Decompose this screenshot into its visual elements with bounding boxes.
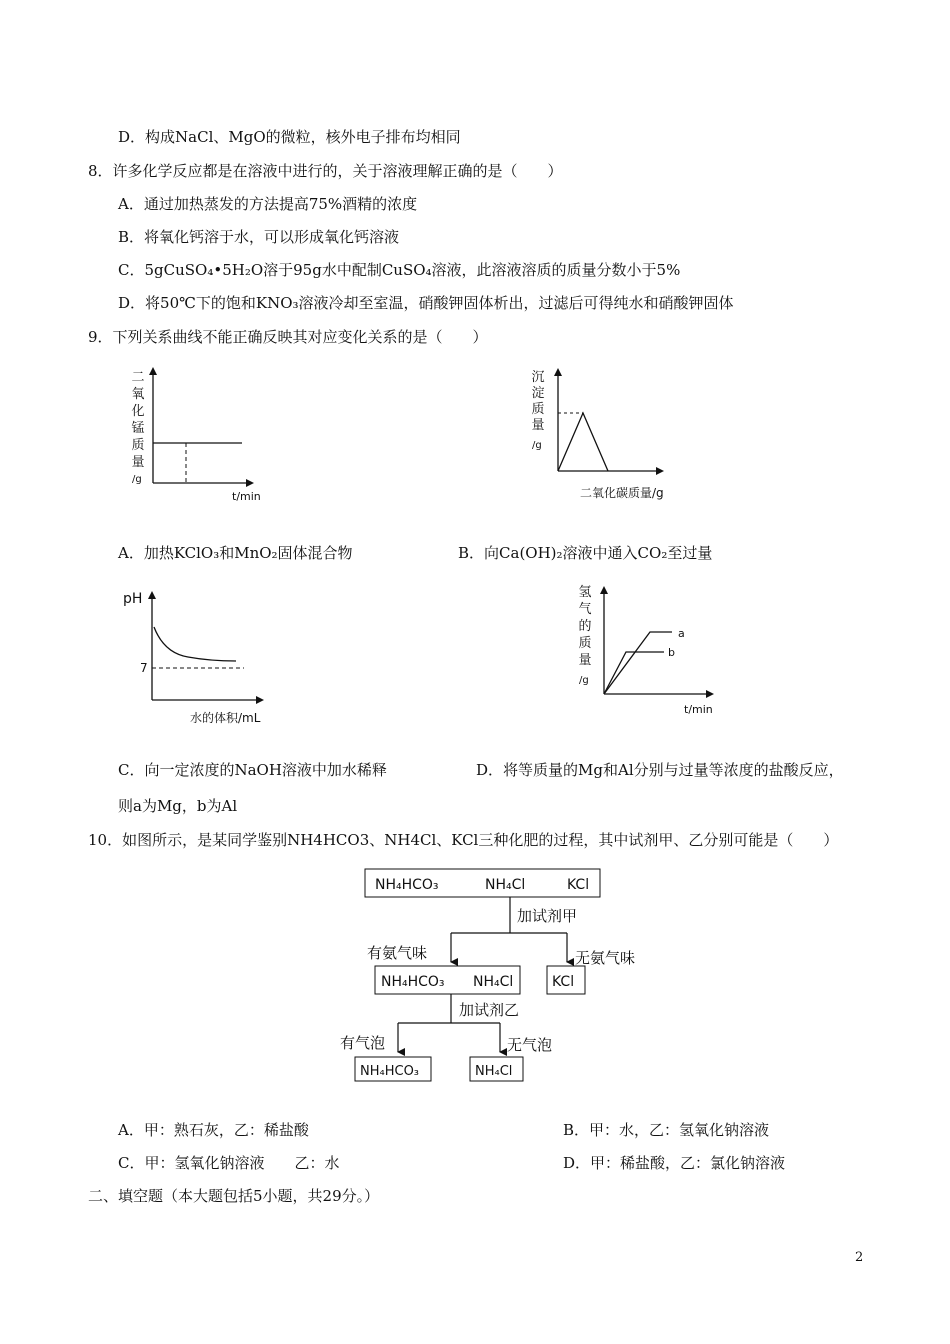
q7-option-d: D．构成NaCl、MgO的微粒，核外电子排布均相同 [118, 128, 461, 146]
graph-d-ylabel-0: 氢 [578, 585, 592, 600]
q9-option-d-cont: 则a为Mg，b为Al [118, 797, 238, 815]
graph-c-curve [154, 627, 236, 661]
q8-option-b: B．将氧化钙溶于水，可以形成氧化钙溶液 [118, 228, 400, 246]
q8-option-c: C．5gCuSO₄•5H₂O溶于95g水中配制CuSO₄溶液，此溶液溶质的质量分数小于5% [118, 261, 681, 279]
graph-d-xlabel: t/min [684, 703, 713, 716]
graph-d-line-b [604, 652, 664, 694]
q9-option-d: D．将等质量的Mg和Al分别与过量等浓度的盐酸反应， [476, 761, 844, 779]
graph-d-label-b: b [668, 646, 675, 659]
graph-b-ylabel-3: 量 [531, 418, 545, 433]
q10-option-a: A．甲：熟石灰，乙：稀盐酸 [118, 1121, 309, 1139]
graph-a-yunit: /g [132, 474, 142, 485]
graph-c-ylabel: pH [123, 591, 143, 607]
q9-option-b: B．向Ca(OH)₂溶液中通入CO₂至过量 [458, 544, 713, 562]
graph-d-yunit: /g [579, 675, 589, 686]
graph-b-ylabel-1: 淀 [531, 386, 545, 401]
graph-a [120, 365, 280, 505]
graph-c-tick: 7 [140, 661, 148, 675]
graph-b-line [558, 413, 608, 471]
graph-b-ylabel-2: 质 [531, 402, 545, 417]
graph-d-ylabel-4: 量 [578, 653, 592, 668]
flow-reagent-2: 加试剂乙 [459, 1001, 520, 1019]
flow-bottom-left: NH₄HCO₃ [360, 1064, 420, 1079]
q9-stem: 9．下列关系曲线不能正确反映其对应变化关系的是（ ） [88, 328, 488, 346]
graph-b-xlabel: 二氧化碳质量/g [580, 486, 664, 500]
graph-d-label-a: a [678, 627, 685, 640]
q8-stem: 8．许多化学反应都是在溶液中进行的，关于溶液理解正确的是（ ） [88, 162, 563, 180]
q8-option-a: A．通过加热蒸发的方法提高75%酒精的浓度 [118, 195, 418, 213]
graph-a-ylabel-1: 氧 [131, 387, 145, 402]
identification-flowchart [335, 862, 665, 1087]
q10-stem: 10．如图所示，是某同学鉴别NH4HCO3、NH4Cl、KCl三种化肥的过程，其中试剂甲、乙分别可能是（ ） [88, 831, 839, 849]
graph-d-line-a [604, 632, 672, 694]
flow-no-ammonia: 无氨气味 [575, 949, 636, 967]
flow-mid-left-item-1: NH₄Cl [473, 974, 514, 990]
graph-a-ylabel-4: 质 [131, 438, 145, 453]
graph-c-xlabel: 水的体积/mL [190, 711, 261, 725]
flow-mid-right: KCl [552, 974, 575, 990]
flow-bottom-right: NH₄Cl [475, 1064, 513, 1079]
q10-option-d: D．甲：稀盐酸，乙：氯化钠溶液 [563, 1154, 786, 1172]
q10-option-b: B．甲：水，乙：氢氧化钠溶液 [563, 1121, 770, 1139]
q10-option-c: C．甲：氢氧化钠溶液 乙：水 [118, 1154, 340, 1172]
flow-yes-bubble: 有气泡 [340, 1034, 386, 1052]
graph-a-ylabel-2: 化 [131, 404, 145, 419]
graph-d-ylabel-2: 的 [578, 619, 592, 634]
page-number: 2 [855, 1250, 864, 1265]
graph-d-ylabel-3: 质 [578, 636, 592, 651]
q9-option-c: C．向一定浓度的NaOH溶液中加水稀释 [118, 761, 387, 779]
section-2-heading: 二、填空题（本大题包括5小题，共29分。） [88, 1187, 380, 1205]
flow-top-item-1: NH₄Cl [485, 877, 526, 893]
graph-b [528, 360, 698, 505]
q8-option-d: D．将50℃下的饱和KNO₃溶液冷却至室温，硝酸钾固体析出，过滤后可得纯水和硝酸钾固体 [118, 294, 734, 312]
flow-no-bubble: 无气泡 [507, 1036, 553, 1054]
flow-yes-ammonia: 有氨气味 [367, 944, 428, 962]
q9-option-a: A．加热KClO₃和MnO₂固体混合物 [118, 544, 353, 562]
graph-b-yunit: /g [532, 440, 542, 451]
graph-a-ylabel-3: 锰 [131, 421, 145, 436]
graph-a-xlabel: t/min [232, 490, 261, 503]
graph-a-ylabel-5: 量 [131, 455, 145, 470]
graph-d-ylabel-1: 气 [578, 602, 592, 617]
flow-top-item-2: KCl [567, 877, 590, 893]
flow-reagent-1: 加试剂甲 [517, 907, 578, 925]
graph-d [572, 578, 732, 723]
graph-b-ylabel-0: 沉 [531, 370, 545, 385]
graph-a-ylabel-0: 二 [131, 370, 145, 385]
graph-c [118, 585, 288, 730]
flow-mid-left-item-0: NH₄HCO₃ [381, 974, 445, 990]
flow-top-item-0: NH₄HCO₃ [375, 877, 439, 893]
